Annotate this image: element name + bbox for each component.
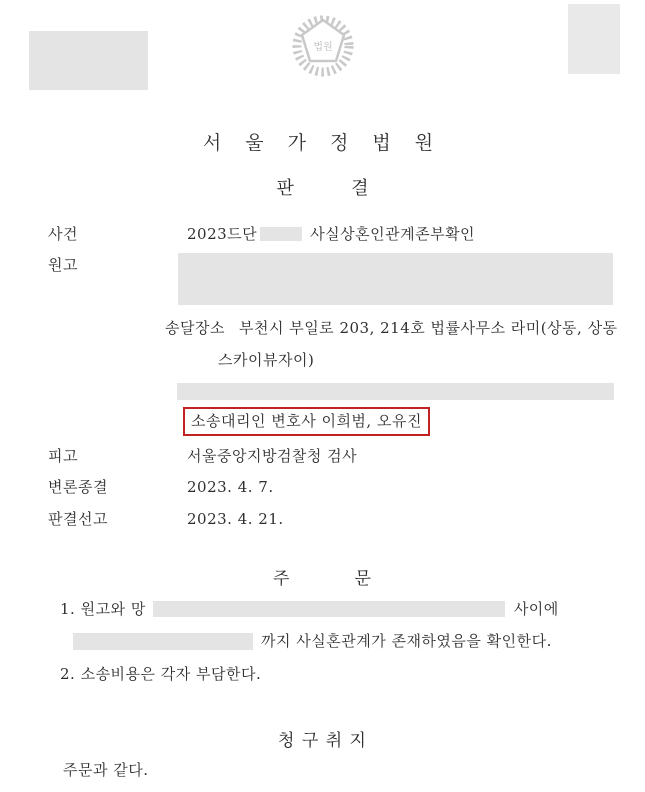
redacted-case-number xyxy=(260,227,302,241)
service-address-line2: 스카이뷰자이) xyxy=(218,351,315,369)
claim-body: 주문과 같다. xyxy=(63,761,149,779)
court-seal-graphic xyxy=(291,10,355,80)
hearing-closed-label: 변론종결 xyxy=(48,478,108,496)
case-label: 사건 xyxy=(48,225,78,243)
defendant-label: 피고 xyxy=(48,447,78,465)
sentencing-label-cell xyxy=(48,510,116,528)
hearing-closed-value: 2023. 4. 7. xyxy=(187,478,274,496)
counsel-row xyxy=(183,407,430,436)
claim-section-heading: 청 구 취 지 xyxy=(278,731,367,751)
order-item1-line2 xyxy=(73,632,552,650)
defendant-value: 서울중앙지방검찰청 검사 xyxy=(187,447,358,465)
service-address-row xyxy=(165,319,618,337)
plaintiff-row-label-cell xyxy=(48,256,116,274)
court-name-title: 서 울 가 정 법 원 xyxy=(202,132,443,154)
judgment-title: 판 결 xyxy=(276,178,369,199)
court-seal xyxy=(291,10,355,80)
order-item2: 2. 소송비용은 각자 부담한다. xyxy=(60,665,262,683)
hearing-closed-label-cell xyxy=(48,478,116,496)
redacted-region-top-left xyxy=(29,31,148,90)
redacted-plaintiff-name xyxy=(178,253,613,305)
redacted-region-top-right xyxy=(568,4,620,74)
order-section-heading: 주 문 xyxy=(273,569,372,589)
case-number-prefix: 2023드단 xyxy=(187,225,258,243)
counsel-highlight-box xyxy=(183,407,430,436)
order-item1-line1 xyxy=(60,600,559,618)
seal-label: 법원 xyxy=(313,42,333,53)
order-item1-line2-text: 까지 사실혼관계가 존재하였음을 확인한다. xyxy=(261,632,552,650)
service-address-line1: 부천시 부일로 203, 214호 법률사무소 라미(상동, 상동 xyxy=(238,319,618,337)
order-item1-suffix: 사이에 xyxy=(513,600,559,618)
case-row-value-cell xyxy=(187,225,475,243)
sentencing-label: 판결선고 xyxy=(48,510,108,528)
case-title: 사실상혼인관계존부확인 xyxy=(310,225,476,243)
redacted-deceased-name xyxy=(153,601,505,617)
defendant-row-label-cell xyxy=(48,447,116,465)
sentencing-value: 2023. 4. 21. xyxy=(187,510,284,528)
redacted-period xyxy=(73,633,253,650)
case-row-label-cell xyxy=(48,225,116,243)
order-item1-prefix: 1. 원고와 망 xyxy=(60,600,146,618)
plaintiff-label: 원고 xyxy=(48,256,78,274)
counsel-text: 소송대리인 변호사 이희범, 오유진 xyxy=(191,412,422,430)
redacted-region-mid xyxy=(177,383,614,400)
service-address-label: 송달장소 xyxy=(165,319,225,337)
